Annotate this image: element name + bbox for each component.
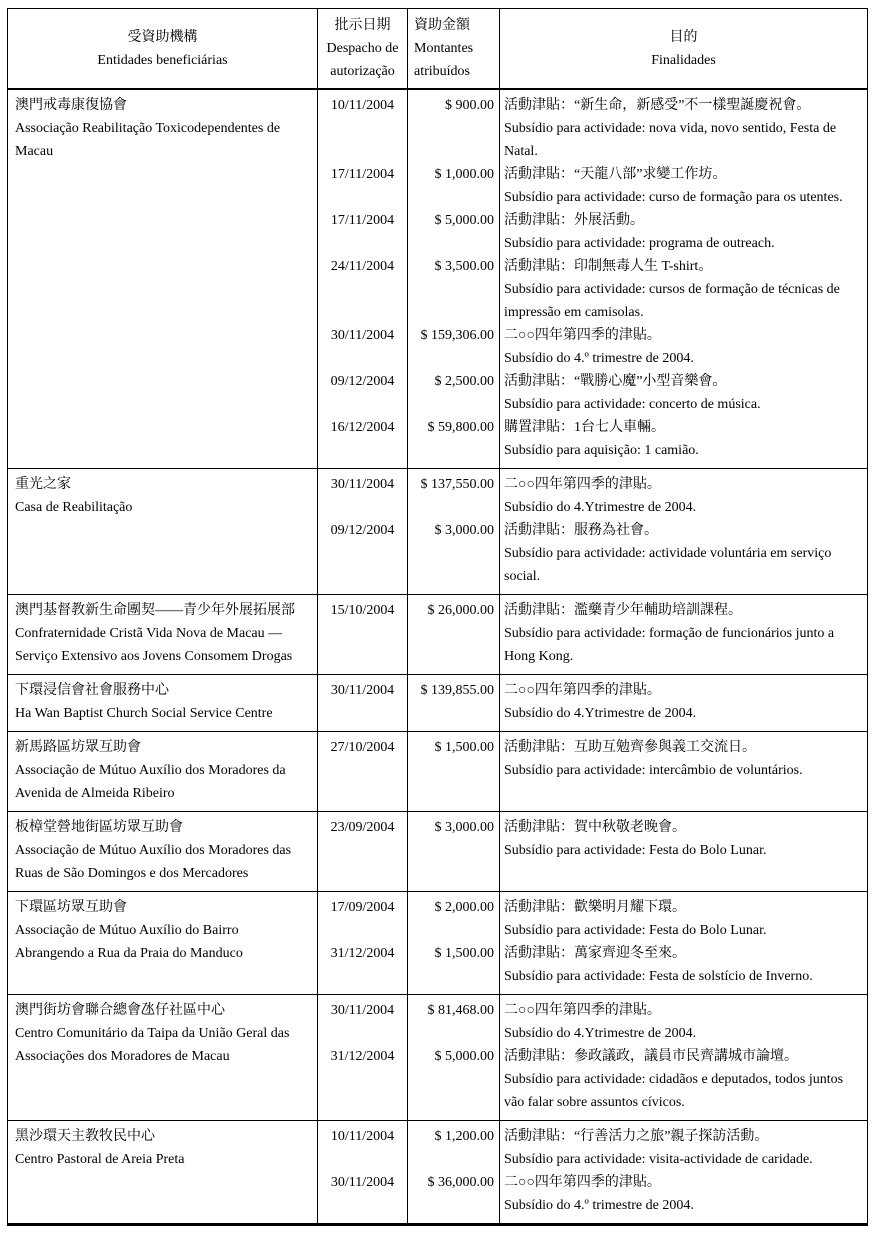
authorization-date: 17/09/2004 — [318, 892, 408, 943]
table-row — [8, 595, 868, 675]
purpose-cell — [500, 1045, 868, 1121]
purpose-cell — [500, 163, 868, 209]
amount-attributed: $ 36,000.00 — [408, 1171, 500, 1225]
entity-name-zh: 澳門戒毒康復協會 — [15, 98, 127, 113]
purpose-pt: Subsídio para actividade: Festa de solstício de Inverno. — [504, 969, 813, 984]
purpose-zh: 活動津貼：濫藥青少年輔助培訓課程。 — [504, 603, 742, 618]
authorization-date: 30/11/2004 — [318, 469, 408, 520]
authorization-date: 24/11/2004 — [318, 255, 408, 324]
table-row — [8, 89, 868, 163]
purpose-cell — [500, 469, 868, 520]
amount-attributed: $ 59,800.00 — [408, 416, 500, 469]
entity-cell — [8, 89, 318, 469]
subsidy-table — [7, 8, 868, 1226]
authorization-date: 17/11/2004 — [318, 209, 408, 255]
authorization-date: 30/11/2004 — [318, 675, 408, 732]
purpose-zh: 活動津貼：外展活動。 — [504, 213, 644, 228]
header-purpose-pt: Finalidades — [651, 52, 716, 68]
purpose-cell — [500, 1121, 868, 1172]
purpose-zh: 二○○四年第四季的津貼。 — [504, 1175, 661, 1190]
authorization-date: 31/12/2004 — [318, 942, 408, 995]
entity-name-zh: 下環浸信會社會服務中心 — [15, 683, 169, 698]
purpose-pt: Subsídio do 4.º trimestre de 2004. — [504, 1198, 694, 1213]
entity-name-pt: Confraternidade Cristã Vida Nova de Macau — Serviço Extensivo aos Jovens Consomem Drogas — [15, 626, 293, 664]
purpose-zh: 活動津貼：印制無毒人生 T-shirt。 — [504, 259, 713, 274]
purpose-pt: Subsídio para actividade: cidadãos e deputados, todos juntos vão falar sobre assuntos cívicos. — [504, 1072, 844, 1110]
purpose-pt: Subsídio para actividade: visita-actividade de caridade. — [504, 1152, 813, 1167]
amount-attributed: $ 2,000.00 — [408, 892, 500, 943]
table-row — [8, 812, 868, 892]
amount-attributed: $ 1,200.00 — [408, 1121, 500, 1172]
entity-cell — [8, 995, 318, 1121]
authorization-date: 17/11/2004 — [318, 163, 408, 209]
purpose-cell — [500, 1171, 868, 1225]
table-row — [8, 1121, 868, 1172]
purpose-cell — [500, 732, 868, 812]
purpose-pt: Subsídio para actividade: cursos de formação de técnicas de impressão em camisolas. — [504, 282, 840, 320]
purpose-zh: 活動津貼：賀中秋敬老晚會。 — [504, 820, 686, 835]
entity-name-pt: Associação Reabilitação Toxicodependentes de Macau — [15, 121, 281, 159]
header-purpose — [500, 9, 868, 90]
purpose-cell — [500, 675, 868, 732]
purpose-pt: Subsídio para actividade: programa de outreach. — [504, 236, 775, 251]
entity-cell — [8, 675, 318, 732]
entity-cell — [8, 595, 318, 675]
purpose-cell — [500, 995, 868, 1046]
header-date-zh: 批示日期 — [334, 18, 391, 33]
purpose-pt: Subsídio do 4.Υtrimestre de 2004. — [504, 500, 697, 515]
header-row — [8, 9, 868, 90]
entity-cell — [8, 469, 318, 595]
purpose-zh: 活動津貼：“天龍八部”求變工作坊。 — [504, 167, 727, 182]
authorization-date: 31/12/2004 — [318, 1045, 408, 1121]
purpose-cell — [500, 89, 868, 163]
authorization-date: 10/11/2004 — [318, 1121, 408, 1172]
authorization-date: 27/10/2004 — [318, 732, 408, 812]
header-date-pt: Despacho de autorização — [326, 41, 399, 79]
entity-name-zh: 板樟堂營地街區坊眾互助會 — [15, 820, 183, 835]
entity-cell — [8, 812, 318, 892]
authorization-date: 30/11/2004 — [318, 1171, 408, 1225]
header-entity-pt: Entidades beneficiárias — [97, 52, 228, 68]
purpose-zh: 購置津貼：1台七人車輛。 — [504, 420, 665, 435]
purpose-pt: Subsídio para actividade: curso de formação para os utentes. — [504, 190, 843, 205]
amount-attributed: $ 159,306.00 — [408, 324, 500, 370]
amount-attributed: $ 3,000.00 — [408, 812, 500, 892]
amount-attributed: $ 1,500.00 — [408, 732, 500, 812]
entity-name-pt: Centro Pastoral de Areia Preta — [15, 1152, 185, 1167]
purpose-zh: 二○○四年第四季的津貼。 — [504, 477, 661, 492]
authorization-date: 16/12/2004 — [318, 416, 408, 469]
amount-attributed: $ 26,000.00 — [408, 595, 500, 675]
purpose-pt: Subsídio do 4.º trimestre de 2004. — [504, 351, 694, 366]
entity-name-pt: Centro Comunitário da Taipa da União Geral das Associações dos Moradores de Macau — [15, 1026, 290, 1064]
purpose-pt: Subsídio do 4.Υtrimestre de 2004. — [504, 706, 697, 721]
amount-attributed: $ 2,500.00 — [408, 370, 500, 416]
amount-attributed: $ 5,000.00 — [408, 209, 500, 255]
purpose-zh: 二○○四年第四季的津貼。 — [504, 683, 661, 698]
authorization-date: 09/12/2004 — [318, 519, 408, 595]
entity-name-pt: Associação de Mútuo Auxílio dos Moradores das Ruas de São Domingos e dos Mercadores — [15, 843, 292, 881]
header-purpose-zh: 目的 — [669, 29, 698, 45]
purpose-cell — [500, 892, 868, 943]
entity-name-pt: Casa de Reabilitação — [15, 500, 133, 515]
table-row — [8, 732, 868, 812]
amount-attributed: $ 1,500.00 — [408, 942, 500, 995]
purpose-cell — [500, 942, 868, 995]
purpose-cell — [500, 595, 868, 675]
purpose-pt: Subsídio para actividade: Festa do Bolo Lunar. — [504, 923, 767, 938]
table-row — [8, 995, 868, 1046]
amount-attributed: $ 137,550.00 — [408, 469, 500, 520]
amount-attributed: $ 900.00 — [408, 89, 500, 163]
purpose-zh: 活動津貼：歡樂明月耀下環。 — [504, 900, 686, 915]
authorization-date: 30/11/2004 — [318, 995, 408, 1046]
amount-attributed: $ 3,000.00 — [408, 519, 500, 595]
purpose-zh: 活動津貼：萬家齊迎冬至來。 — [504, 946, 686, 961]
purpose-pt: Subsídio do 4.Υtrimestre de 2004. — [504, 1026, 697, 1041]
purpose-pt: Subsídio para actividade: intercâmbio de voluntários. — [504, 763, 803, 778]
purpose-cell — [500, 416, 868, 469]
purpose-cell — [500, 519, 868, 595]
authorization-date: 23/09/2004 — [318, 812, 408, 892]
entity-cell — [8, 892, 318, 995]
entity-name-pt: Ha Wan Baptist Church Social Service Centre — [15, 706, 273, 721]
entity-name-zh: 下環區坊眾互助會 — [15, 900, 127, 915]
purpose-pt: Subsídio para actividade: formação de funcionários junto a Hong Kong. — [504, 626, 835, 664]
amount-attributed: $ 3,500.00 — [408, 255, 500, 324]
header-amount-pt: Montantes atribuídos — [414, 41, 474, 79]
purpose-zh: 活動津貼：參政議政，議員市民齊講城市論壇。 — [504, 1049, 798, 1064]
purpose-pt: Subsídio para actividade: Festa do Bolo Lunar. — [504, 843, 767, 858]
entity-name-zh: 澳門基督教新生命團契——青少年外展拓展部 — [15, 603, 295, 618]
table-row — [8, 892, 868, 943]
purpose-pt: Subsídio para actividade: actividade voluntária em serviço social. — [504, 546, 832, 584]
table-body — [8, 89, 868, 1225]
purpose-zh: 活動津貼：“戰勝心魔”小型音樂會。 — [504, 374, 727, 389]
purpose-zh: 二○○四年第四季的津貼。 — [504, 1003, 661, 1018]
header-amount-zh: 資助金額 — [414, 18, 470, 33]
header-authorization-date — [318, 9, 408, 90]
amount-attributed: $ 5,000.00 — [408, 1045, 500, 1121]
purpose-zh: 活動津貼：服務為社會。 — [504, 523, 658, 538]
entity-name-zh: 重光之家 — [15, 477, 71, 492]
purpose-pt: Subsídio para actividade: concerto de música. — [504, 397, 761, 412]
purpose-cell — [500, 324, 868, 370]
entity-name-zh: 澳門街坊會聯合總會氹仔社區中心 — [15, 1003, 225, 1018]
purpose-zh: 活動津貼：“新生命，新感受”不一樣聖誕慶祝會。 — [504, 98, 811, 113]
header-entity-zh: 受資助機構 — [127, 29, 198, 45]
header-entity — [8, 9, 318, 90]
amount-attributed: $ 139,855.00 — [408, 675, 500, 732]
entity-cell — [8, 1121, 318, 1225]
purpose-cell — [500, 209, 868, 255]
entity-name-zh: 新馬路區坊眾互助會 — [15, 740, 141, 755]
purpose-zh: 活動津貼：互助互勉齊參與義工交流日。 — [504, 740, 756, 755]
purpose-zh: 二○○四年第四季的津貼。 — [504, 328, 661, 343]
entity-name-zh: 黑沙環天主教牧民中心 — [15, 1129, 155, 1144]
purpose-pt: Subsídio para actividade: nova vida, novo sentido, Festa de Natal. — [504, 121, 837, 159]
authorization-date: 15/10/2004 — [318, 595, 408, 675]
entity-cell — [8, 732, 318, 812]
purpose-zh: 活動津貼：“行善活力之旅”親子探訪活動。 — [504, 1129, 769, 1144]
authorization-date: 09/12/2004 — [318, 370, 408, 416]
header-amount — [408, 9, 500, 90]
authorization-date: 10/11/2004 — [318, 89, 408, 163]
authorization-date: 30/11/2004 — [318, 324, 408, 370]
amount-attributed: $ 1,000.00 — [408, 163, 500, 209]
table-row — [8, 675, 868, 732]
purpose-cell — [500, 812, 868, 892]
entity-name-pt: Associação de Mútuo Auxílio do Bairro Abrangendo a Rua da Praia do Manduco — [15, 923, 243, 961]
table-row — [8, 469, 868, 520]
purpose-cell — [500, 370, 868, 416]
entity-name-pt: Associação de Mútuo Auxílio dos Moradores da Avenida de Almeida Ribeiro — [15, 763, 286, 801]
purpose-cell — [500, 255, 868, 324]
amount-attributed: $ 81,468.00 — [408, 995, 500, 1046]
purpose-pt: Subsídio para aquisição: 1 camião. — [504, 443, 699, 458]
